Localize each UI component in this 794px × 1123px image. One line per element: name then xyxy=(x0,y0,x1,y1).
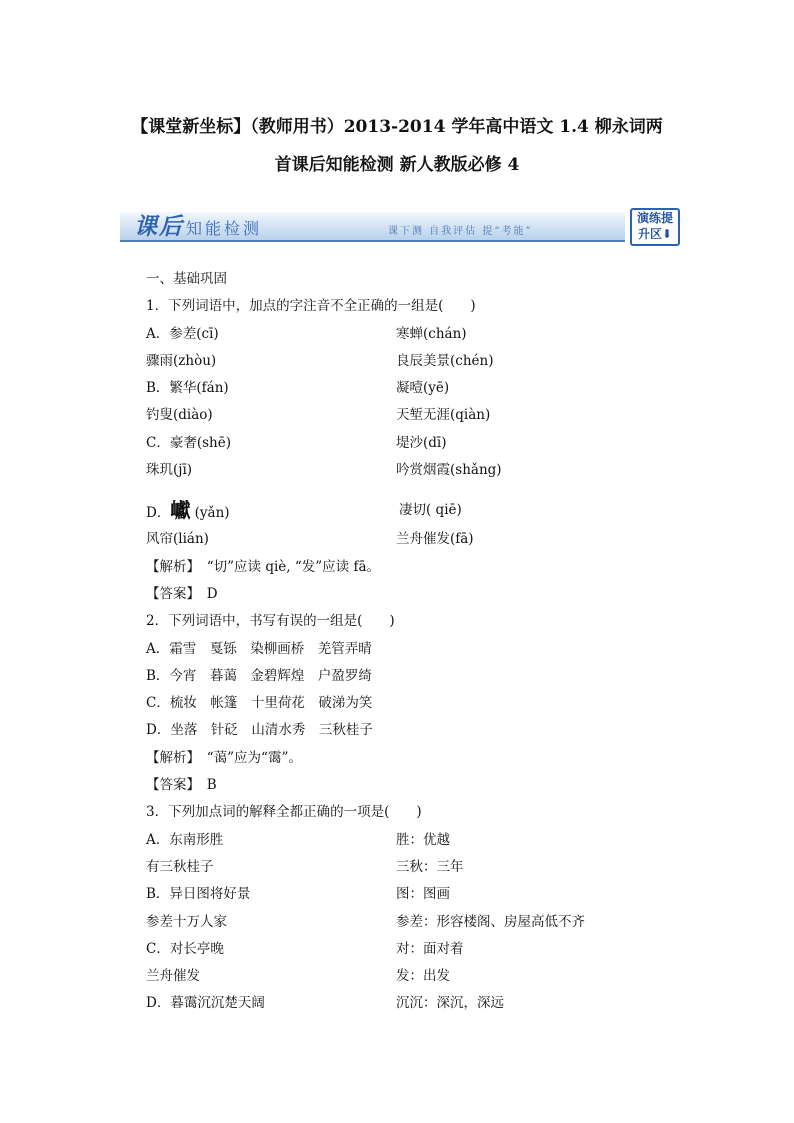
option-right: 凝噎(yē) xyxy=(396,380,450,397)
question-2-option: D．坐落 针砭 山清水秀 三秋桂子 xyxy=(146,722,373,739)
question-1-row xyxy=(146,348,706,375)
option-left: B．繁华(fán) xyxy=(146,380,229,397)
section-heading: 一、基础巩固 xyxy=(146,271,227,287)
option-left: 兰舟催发 xyxy=(146,968,200,985)
option-left: 珠玑(jī) xyxy=(146,462,193,479)
option-left: C．豪奢(shē) xyxy=(146,434,231,451)
banner-box-line-1: 演练提 xyxy=(636,211,673,225)
question-3-row xyxy=(146,990,706,1017)
option-right: 堤沙(dī) xyxy=(396,434,447,451)
option-right: 天堑无涯(qiàn) xyxy=(396,407,491,424)
option-left: 骤雨(zhòu) xyxy=(146,352,217,369)
option-right: 胜：优越 xyxy=(396,831,450,848)
question-1-stem: 1．下列词语中，加点的字注音不全正确的一组是( ) xyxy=(146,298,476,315)
question-2-answer: 【答案】 B xyxy=(146,777,217,794)
question-1-row-d xyxy=(146,484,706,526)
option-left: D．暮霭沉沉楚天阔 xyxy=(146,995,265,1012)
option-left: 风帘(lián) xyxy=(146,531,209,548)
option-d-large-char: 巘 xyxy=(170,498,191,523)
option-right: 参差：形容楼阁、房屋高低不齐 xyxy=(396,913,585,930)
option-left: B．异日图将好景 xyxy=(146,886,251,903)
banner-heading xyxy=(134,208,262,241)
question-3-stem: 3．下列加点词的解释全都正确的一项是( ) xyxy=(146,804,422,821)
document-body xyxy=(146,266,706,1018)
option-left: 有三秋桂子 xyxy=(146,858,214,875)
option-right: 对：面对着 xyxy=(396,940,464,957)
banner-box-line-2: 升区 xyxy=(637,227,662,241)
option-right: 寒蝉(chán) xyxy=(396,325,467,342)
option-right: 三秋：三年 xyxy=(396,858,464,875)
question-1-answer: 【答案】 D xyxy=(146,585,218,602)
banner-main-text: 课后 xyxy=(134,213,184,240)
section-banner xyxy=(120,206,680,244)
title-line-2: 首课后知能检测 新人教版必修 4 xyxy=(274,155,520,175)
option-d-prefix: D． xyxy=(146,505,171,522)
question-1-row xyxy=(146,402,706,429)
question-2-stem: 2．下列词语中，书写有误的一组是( ) xyxy=(146,613,395,630)
option-left: 钓叟(diào) xyxy=(146,407,213,424)
arrow-down-icon: ⬇ xyxy=(661,227,673,241)
question-2-option: B．今宵 暮蔼 金碧辉煌 户盈罗绮 xyxy=(146,667,372,684)
question-2-option: A．霜雪 戛铄 染柳画桥 羌管弄晴 xyxy=(146,640,372,657)
question-1-row xyxy=(146,375,706,402)
option-right: 兰舟催发(fā) xyxy=(396,531,474,548)
question-2-analysis: 【解析】 “蔼”应为“霭”。 xyxy=(146,749,302,766)
question-3-row xyxy=(146,854,706,881)
option-right: 吟赏烟霞(shǎng) xyxy=(396,462,502,479)
question-1-row xyxy=(146,457,706,484)
banner-tagline: 课下测 自我评估 提“考能” xyxy=(388,226,533,237)
question-1-row xyxy=(146,321,706,348)
option-left: A．参差(cī) xyxy=(146,325,219,342)
question-3-row xyxy=(146,881,706,908)
question-3-row xyxy=(146,827,706,854)
question-1-row xyxy=(146,430,706,457)
question-3-row xyxy=(146,963,706,990)
banner-sub-text: 知能检测 xyxy=(186,219,263,238)
question-3-row xyxy=(146,909,706,936)
question-2-option: C．梳妆 帐篷 十里荷花 破涕为笑 xyxy=(146,695,373,712)
question-1-analysis: 【解析】 “切”应读 qiè, “发”应读 fā。 xyxy=(146,558,381,575)
title-line-1: 【课堂新坐标】（教师用书）2013-2014 学年高中语文 1.4 柳永词两 xyxy=(131,117,663,137)
option-right: 沉沉：深沉，深远 xyxy=(396,995,504,1012)
option-d-pinyin: (yǎn) xyxy=(194,505,230,522)
option-left: 参差十万人家 xyxy=(146,913,227,930)
option-right: 良辰美景(chén) xyxy=(396,352,494,369)
option-right: 发：出发 xyxy=(396,968,450,985)
option-left: C．对长亭晚 xyxy=(146,940,224,957)
question-1-row xyxy=(146,526,706,553)
option-right: 凄切( qiē) xyxy=(399,502,462,519)
document-title xyxy=(100,108,694,184)
banner-practice-box xyxy=(630,208,680,246)
option-left: A．东南形胜 xyxy=(146,831,224,848)
question-3-row xyxy=(146,936,706,963)
option-right: 图：图画 xyxy=(396,886,450,903)
